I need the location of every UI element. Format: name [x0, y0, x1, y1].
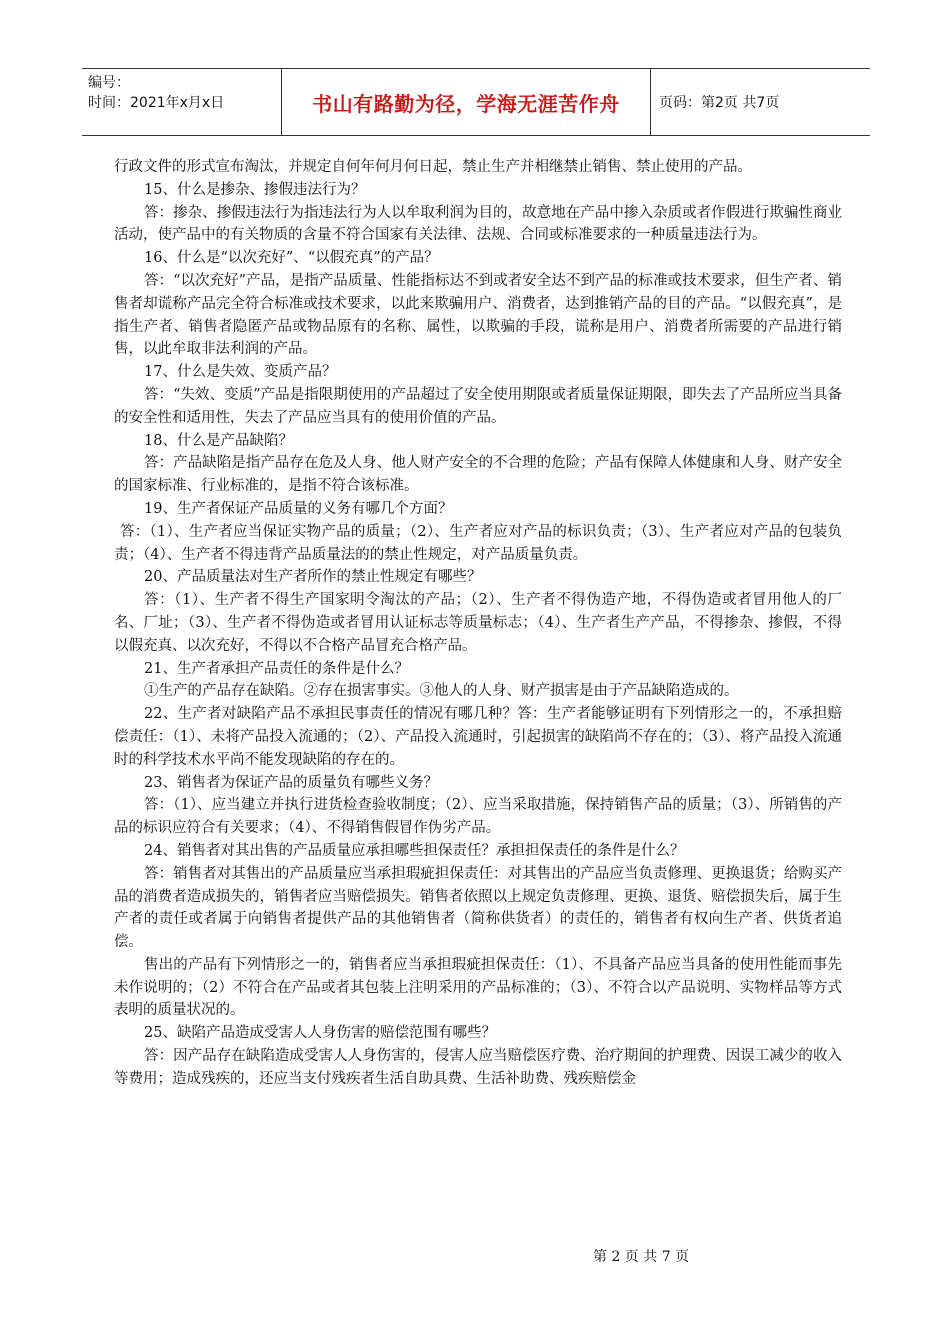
paragraph: 答：（1）、生产者应当保证实物产品的质量；（2）、生产者应对产品的标识负责；（3）、生产者应对产品的包装负责；（4）、生产者不得违背产品质量法的的禁止性规定，对产品质量负责。 [114, 523, 842, 563]
paragraph: 答：“以次充好”产品，是指产品质量、性能指标达不到或者安全达不到产品的标准或技术要求，但生产者、销售者却谎称产品完全符合标准或技术要求，以此来欺骗用户、消费者，达到推销产品的目的产品。“以假充真”，是指生产者、销售者隐匿产品或物品原有的名称、属性，以欺骗的手段，谎称是用户、消费者所需要的产品进行销售，以此牟取非法利润的产品。 [114, 272, 842, 358]
page-footer: 第 2 页 共 7 页 [593, 1249, 690, 1265]
paragraph: 答：因产品存在缺陷造成受害人人身伤害的，侵害人应当赔偿医疗费、治疗期间的护理费、因误工减少的收入等费用；造成残疾的，还应当支付残疾者生活自助具费、生活补助费、残疾赔偿金 [114, 1048, 842, 1087]
header-page-number: 页码：第2页 共7页 [659, 95, 780, 111]
paragraph: 25、缺陷产品造成受害人人身伤害的赔偿范围有哪些？ [144, 1025, 496, 1042]
paragraph: 17、什么是失效、变质产品？ [144, 364, 337, 381]
paragraph: 答：“失效、变质”产品是指限期使用的产品超过了安全使用期限或者质量保证期限，即失去了产品所应当具备的安全性和适用性，失去了产品应当具有的使用价值的产品。 [114, 386, 842, 426]
paragraph: 16、什么是“以次充好”、“以假充真”的产品？ [144, 250, 439, 267]
header-motto: 书山有路勤为径，学海无涯苦作舟 [282, 69, 651, 135]
page-header [82, 68, 870, 136]
document-body [114, 156, 842, 1091]
paragraph: 行政文件的形式宣布淘汰，并规定自何年何月何日起，禁止生产并相继禁止销售、禁止使用的产品。 [114, 159, 752, 175]
paragraph: 答：产品缺陷是指产品存在危及人身、他人财产安全的不合理的危险；产品有保障人体健康和人身、财产安全的国家标准、行业标准的，是指不符合该标准。 [114, 455, 842, 495]
paragraph: 22、生产者对缺陷产品不承担民事责任的情况有哪几种？答：生产者能够证明有下列情形之一的，不承担赔偿责任：（1）、未将产品投入流通的；（2）、产品投入流通时，引起损害的缺陷尚不存在的；（3）、将产品投入流通时的科学技术水平尚不能发现缺陷的存在的。 [114, 706, 842, 768]
header-meta [82, 69, 282, 135]
paragraph: 19、生产者保证产品质量的义务有哪几个方面？ [144, 500, 453, 517]
paragraph: 答：掺杂、掺假违法行为指违法行为人以牟取利润为目的，故意地在产品中掺入杂质或者作假进行欺骗性商业活动，使产品中的有关物质的含量不符合国家有关法律、法规、合同或标准要求的一种质量违法行为。 [114, 204, 842, 244]
paragraph: 21、生产者承担产品责任的条件是什么？ [144, 660, 409, 677]
paragraph: 答：（1）、应当建立并执行进货检查验收制度；（2）、应当采取措施，保持销售产品的质量；（3）、所销售的产品的标识应符合有关要求；（4）、不得销售假冒作伪劣产品。 [114, 797, 842, 837]
paragraph: 15、什么是掺杂、掺假违法行为？ [144, 181, 366, 198]
paragraph: 23、销售者为保证产品的质量负有哪些义务？ [144, 774, 438, 791]
paragraph: 售出的产品有下列情形之一的，销售者应当承担瑕疵担保责任：（1）、不具备产品应当具备的使用性能而事先未作说明的；（2）不符合在产品或者其包装上注明采用的产品标准的；（3）、不符合以产品说明、实物样品等方式表明的质量状况的。 [114, 956, 842, 1019]
paragraph: ①生产的产品存在缺陷。②存在损害事实。③他人的人身、财产损害是由于产品缺陷造成的。 [144, 683, 739, 700]
paragraph: 20、产品质量法对生产者所作的禁止性规定有哪些？ [144, 569, 482, 586]
paragraph: 24、销售者对其出售的产品质量应承担哪些担保责任？承担担保责任的条件是什么？ [144, 842, 685, 859]
document-number: 编号： [88, 75, 130, 91]
paragraph: 18、什么是产品缺陷？ [144, 432, 293, 449]
paragraph: 答：（1）、生产者不得生产国家明令淘汰的产品；（2）、生产者不得伪造产地，不得伪造或者冒用他人的厂名、厂址；（3）、生产者不得伪造或者冒用认证标志等质量标志；（4）、生产者生产产品，不得掺杂、掺假，不得以假充真、以次充好，不得以不合格产品冒充合格产品。 [114, 592, 842, 654]
paragraph: 答：销售者对其售出的产品质量应当承担瑕疵担保责任：对其售出的产品应当负责修理、更换退货；给购买产品的消费者造成损失的，销售者应当赔偿损失。销售者依照以上规定负责修理、更换、退货、赔偿损失后，属于生产者的责任或者属于向销售者提供产品的其他销售者（简称供货者）的责任的，销售者有权向生产者、供货者追偿。 [114, 865, 842, 951]
document-date: 时间：2021年x月x日 [88, 95, 225, 111]
